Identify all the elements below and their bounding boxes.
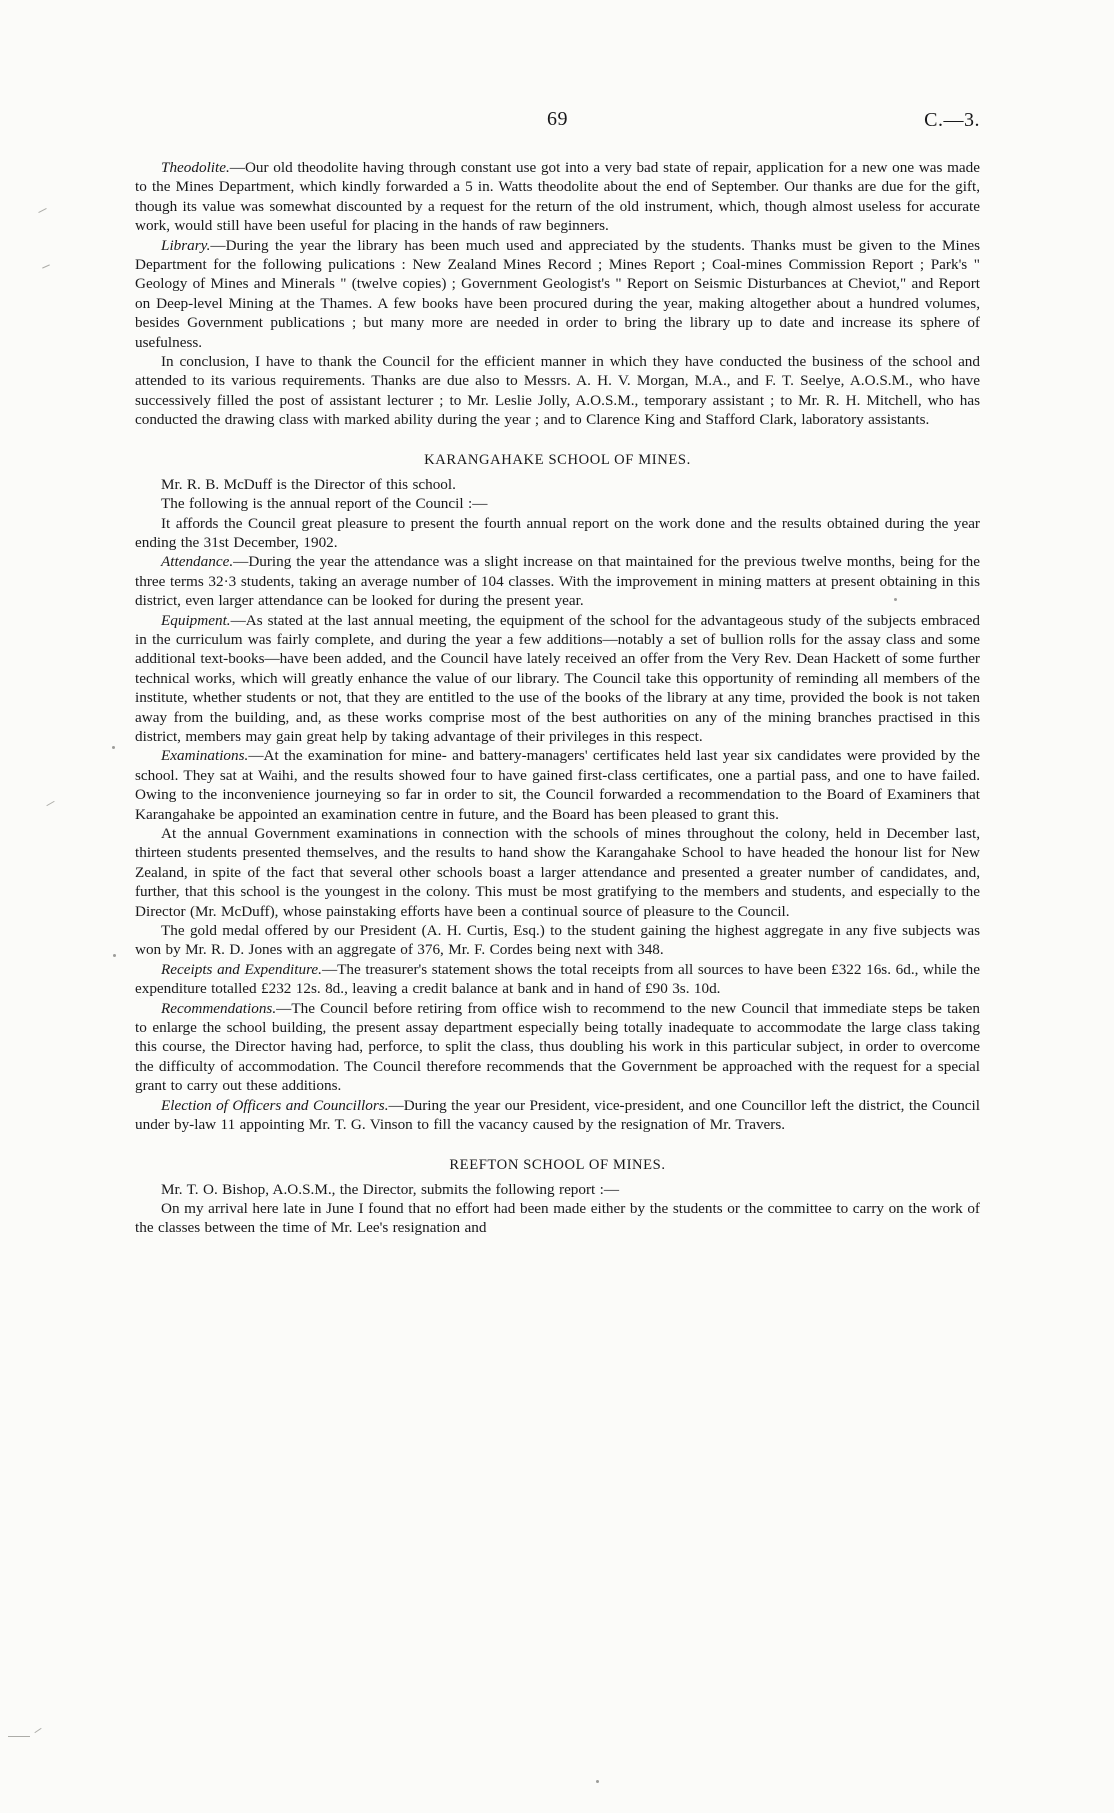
paragraph-text: —At the examination for mine- and battery-managers' certificates held last year six candidates were provided by the school. They sat at Waihi, and the results showed four to have gained first-class certificates, one a partial pass, and one to have failed. Owing to the inconvenience journeying so far in order to sit, the Council forwarded a recommendation to the Board of Examiners that Karangahake be appointed an examination centre in future, and the Board has been pleased to grant this. [135,747,980,823]
page-number: 69 [547,108,568,130]
paragraph [135,746,980,824]
paragraph-text: —As stated at the last annual meeting, the equipment of the school for the advantageous study of the subjects embraced in the curriculum was fairly complete, and during the year a few additions—notably a set of bullion rolls for the assay class and some additional text-books—have been added, and the Council have lately received an offer from the Very Rev. Dean Hackett of some further technical works, which will greatly enhance the value of our library. The Council take this opportunity of reminding all members of the institute, whether students or not, that they are entitled to the use of the books of the library at any time, provided the book is not taken away from the building, and, as these works comprise most of the best authorities on any of the mining branches practised in this district, members may gain great help by taking advantage of their privileges in this respect. [135,611,980,745]
page-header [135,108,980,144]
paragraph [135,1199,980,1238]
paragraph [135,552,980,610]
paragraph-lead: Library. [161,236,211,254]
paragraph-text: —During the year the attendance was a slight increase on that maintained for the previous twelve months, being for the three terms 32·3 students, taking an average number of 104 classes. With the improvement in mining matters at present obtaining in this district, even larger attendance can be looked for during the present year. [135,553,980,610]
paragraph [135,1180,980,1199]
section-title: KARANGAHAKE SCHOOL OF MINES. [424,451,691,468]
paragraph-text: The following is the annual report of the Council :— [161,495,488,513]
page-content [135,108,980,1238]
paragraph [135,514,980,553]
paragraph-text: In conclusion, I have to thank the Council for the efficient manner in which they have conducted the business of the school and attended to its various requirements. Thanks are due also to Messrs. A. H. V. Morgan, M.A., and F. T. Seelye, A.O.S.M., who have successively filled the post of assistant lecturer ; to Mr. Leslie Jolly, A.O.S.M., temporary assistant ; to Mr. R. H. Mitchell, who has conducted the drawing class with marked ability during the year ; and to Clarence King and Stafford Clark, laboratory assistants. [135,353,980,429]
paragraph [135,999,980,1096]
paragraph-text: At the annual Government examinations in connection with the schools of mines throughout the colony, held in December last, thirteen students presented themselves, and the results to hand show the Karangahake School to have headed the honour list for New Zealand, in spite of the fact that several other schools boast a larger attendance and presented a greater number of candidates, and, further, that this school is the youngest in the colony. This must be most gratifying to the members and students, and especially to the Director (Mr. McDuff), whose painstaking efforts have been a continual source of pleasure to the Council. [135,825,980,920]
scan-artifact-mark [8,1736,30,1737]
paragraph [135,352,980,430]
scan-artifact-dot [112,746,115,749]
section-reefton [135,1157,980,1238]
paragraph-text: —During the year the library has been much used and appreciated by the students. Thanks must be given to the Mines Department for the following pulications : New Zealand Mines Record ; Mines Report ; Coal-mines Commission Report ; Park's " Geology of Mines and Minerals " (twelve copies) ; Government Geologist's " Report on Seismic Disturbances at Cheviot," and Report on Deep-level Mining at the Thames. A few books have been procured during the year, making altogether about a hundred volumes, besides Government publications ; but many more are needed in order to bring the library up to date and increase its sphere of usefulness. [135,236,980,351]
scan-artifact-mark [42,264,50,268]
paragraph [135,475,980,494]
scan-artifact-mark [46,801,54,806]
paragraph-text: The gold medal offered by our President (A. H. Curtis, Esq.) to the student gaining the highest aggregate in any five subjects was won by Mr. R. D. Jones with an aggregate of 376, Mr. F. Cordes being next with 348. [135,922,980,959]
paragraph [135,960,980,999]
paragraph-text: Mr. T. O. Bishop, A.O.S.M., the Director, submits the following report :— [161,1180,620,1198]
paragraph [135,611,980,747]
paragraph-text: —Our old theodolite having through constant use got into a very bad state of repair, application for a new one was made to the Mines Department, which kindly forwarded a 5 in. Watts theodolite about the end of September. Our thanks are due for the gift, though its value was somewhat discounted by a request for the return of the old instrument, which, though almost useless for accurate work, would still have been useful for placing in the hands of raw beginners. [135,159,980,235]
paragraph-text: On my arrival here late in June I found that no effort had been made either by the students or the committee to carry on the work of the classes between the time of Mr. Lee's resignation and [135,1199,980,1237]
paragraph [135,824,980,921]
scan-artifact-dot [596,1780,599,1783]
paragraph-text: Mr. R. B. McDuff is the Director of this school. [161,475,456,493]
paragraph [135,494,980,513]
paragraph-lead: Equipment. [161,611,231,629]
paragraph-text: It affords the Council great pleasure to present the fourth annual report on the work done and the results obtained during the year ending the 31st December, 1902. [135,514,980,551]
section-title: REEFTON SCHOOL OF MINES. [449,1156,666,1173]
paragraph [135,236,980,352]
scan-artifact-mark [38,208,46,213]
paragraph-lead: Election of Officers and Councillors. [161,1096,389,1114]
scan-artifact-dot [113,954,116,957]
paragraph-text: —During the year our President, vice-president, and one Councillor left the district, the Council under by-law 11 appointing Mr. T. G. Vinson to fill the vacancy caused by the resignation of Mr. Travers. [135,1096,980,1134]
paragraph-lead: Recommendations. [161,999,277,1017]
document-code: C.—3. [924,109,980,131]
scan-artifact-mark [34,1728,41,1733]
paragraph-lead: Theodolite. [161,159,230,176]
paragraph-text: —The treasurer's statement shows the total receipts from all sources to have been £322 16s. 6d., while the expenditure totalled £232 12s. 8d., leaving a credit balance at bank and in hand of £90 3s. 10d. [135,960,980,998]
section-karangahake [135,452,980,1135]
paragraph [135,921,980,960]
paragraph-lead: Attendance. [161,553,234,571]
paragraph [135,158,980,236]
paragraph-lead: Examinations. [161,747,249,765]
paragraph-lead: Receipts and Expenditure. [161,960,322,978]
paragraph-text: —The Council before retiring from office wish to recommend to the new Council that immediate steps be taken to enlarge the school building, the present assay department especially being totally inadequate to accommodate the large class taking this course, the Director having had, perforce, to split the class, thus doubling his work in this particular subject, in order to overcome the difficulty of accommodation. The Council therefore recommends that the Government be approached with the request for a special grant to carry out these additions. [135,999,980,1095]
intro-paragraphs [135,158,980,430]
paragraph [135,1096,980,1135]
